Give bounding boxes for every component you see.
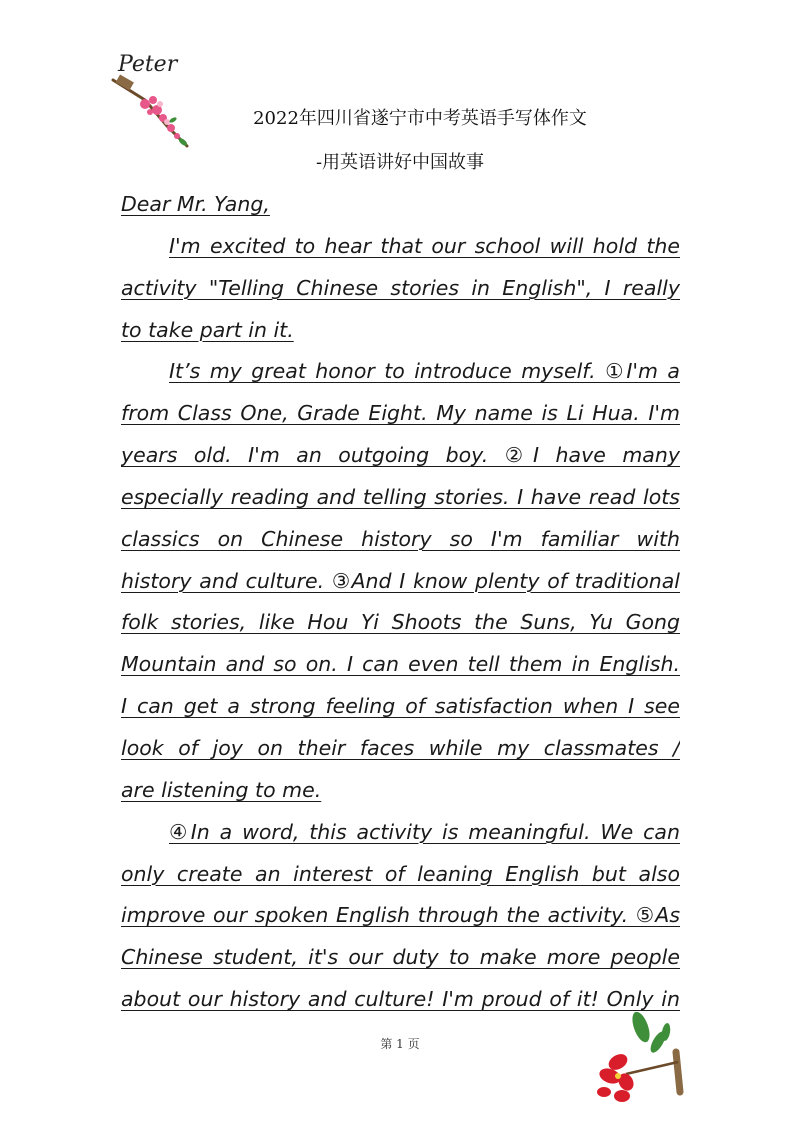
letter-line: Chinese student, it's our duty to make more people xyxy=(121,945,680,970)
page-title: 2022年四川省遂宁市中考英语手写体作文 xyxy=(253,108,587,129)
letter-line: ④In a word, this activity is meaningful. We can xyxy=(169,819,680,844)
letter-line: only create an interest of leaning English but also xyxy=(121,861,680,886)
letter-line: classics on Chinese history so I'm familiar with xyxy=(121,526,680,551)
letter-line: improve our spoken English through the activity. ⑤As xyxy=(121,903,680,928)
letter-line: look of joy on their faces while my classmates / xyxy=(121,735,680,760)
page-subtitle: -用英语讲好中国故事 xyxy=(315,152,485,173)
letter-line: are listening to me. xyxy=(121,777,322,802)
letter-line: from Class One, Grade Eight. My name is Li Hua. I'm xyxy=(121,401,680,426)
letter-line: Dear Mr. Yang, xyxy=(121,192,270,216)
letter-line: history and culture. ③And I know plenty of traditional xyxy=(121,568,680,593)
letter-line: I can get a strong feeling of satisfaction when I see xyxy=(121,694,680,719)
letter-line: about our history and culture! I'm proud of it! Only in xyxy=(121,987,680,1012)
letter-line: years old. I'm an outgoing boy. ②I have many xyxy=(121,443,680,468)
logo-text: Peter xyxy=(118,52,178,77)
page-number: 第 1 页 xyxy=(380,1037,420,1051)
letter-line: Mountain and so on. I can even tell them in English. xyxy=(121,652,680,677)
letter-line: activity "Telling Chinese stories in English", I really xyxy=(121,275,680,300)
letter-line: It’s my great honor to introduce myself. ①I'm a xyxy=(169,359,680,384)
letter-line: folk stories, like Hou Yi Shoots the Suns, Yu Gong xyxy=(121,610,680,635)
letter-line: to take part in it. xyxy=(121,317,294,342)
letter-body xyxy=(121,184,680,1021)
letter-line: I'm excited to hear that our school will hold the xyxy=(169,233,680,258)
letter-line: especially reading and telling stories. I have read lots xyxy=(121,484,680,509)
flower-decoration-icon xyxy=(596,1012,686,1107)
